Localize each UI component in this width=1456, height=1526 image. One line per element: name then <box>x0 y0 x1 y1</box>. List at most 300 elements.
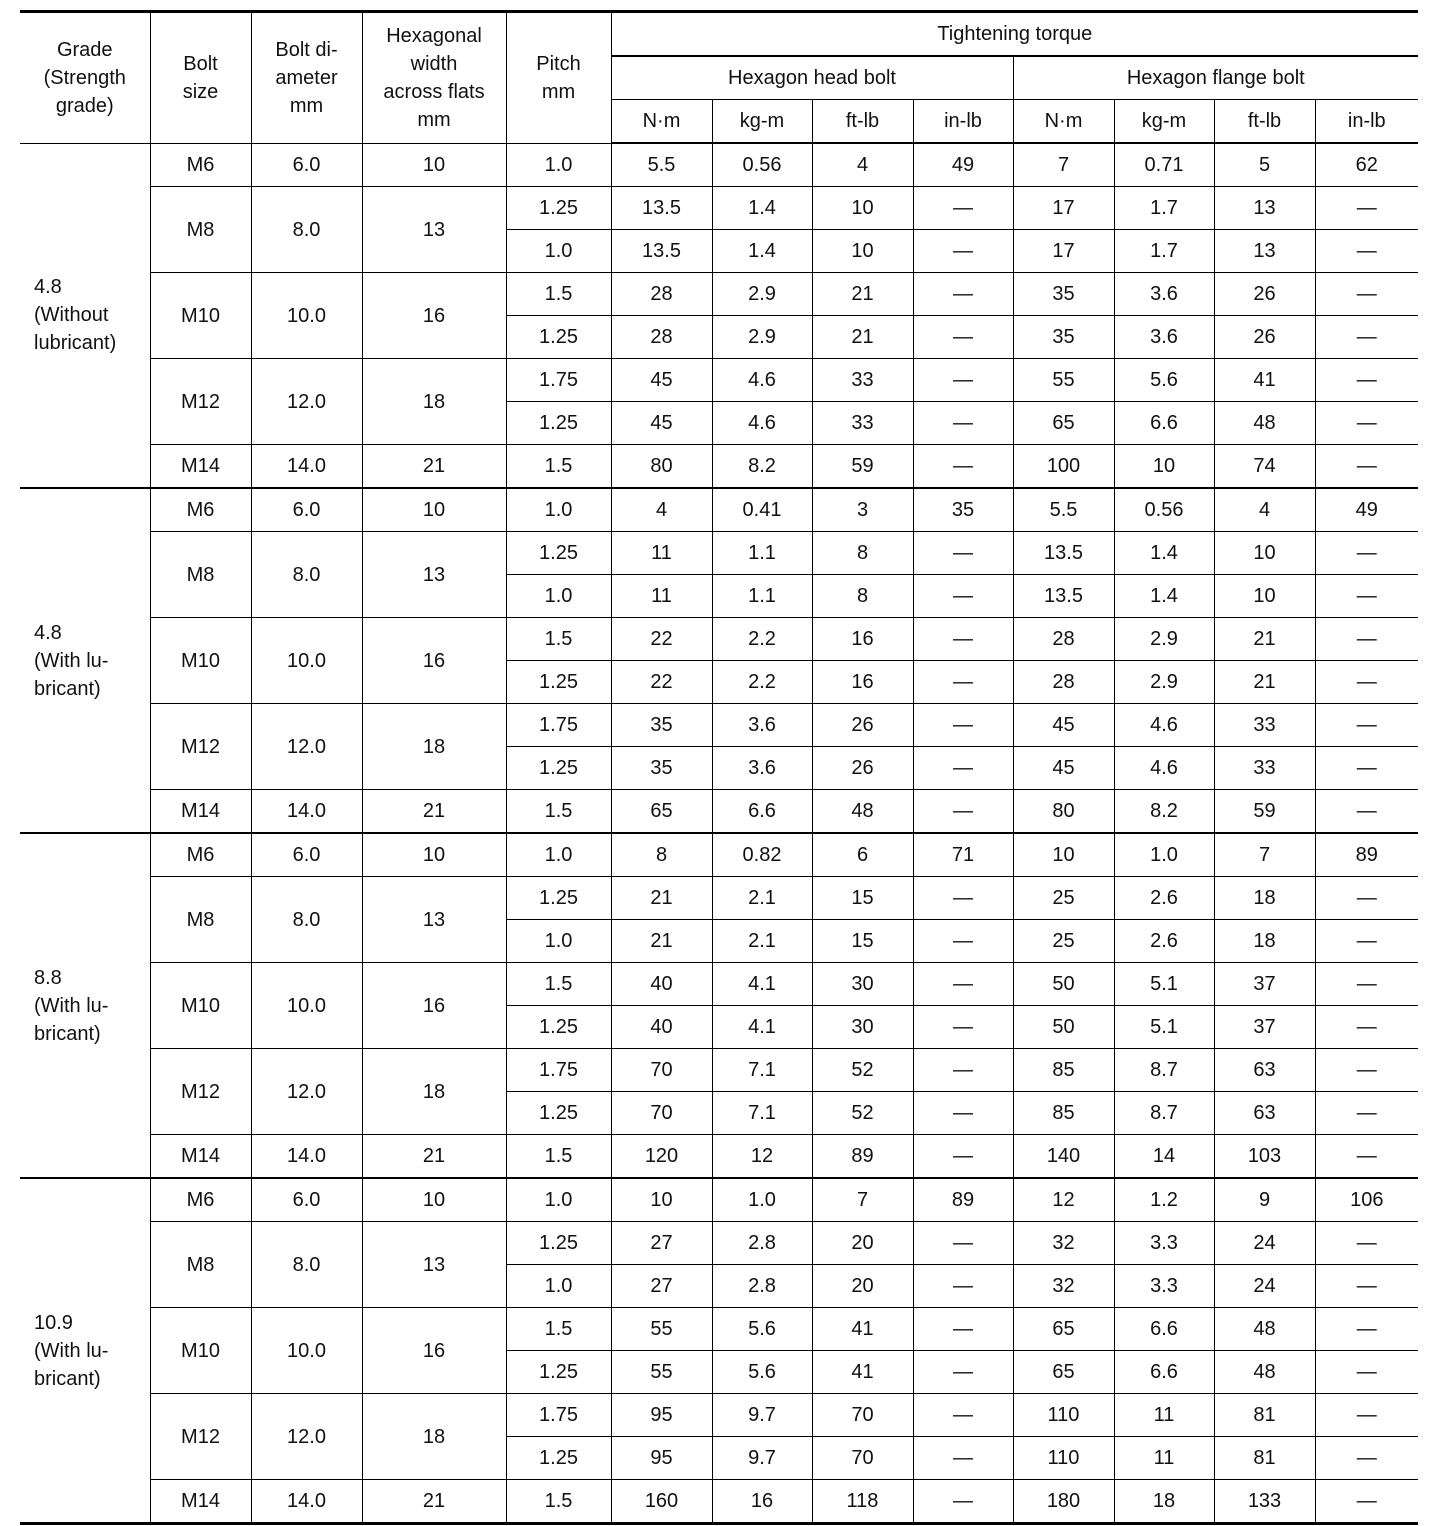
table-row <box>20 877 1418 920</box>
head-torque-cell: 1.4 <box>712 187 812 230</box>
flange-torque-cell: — <box>1315 963 1418 1006</box>
flange-torque-cell: 33 <box>1214 747 1315 790</box>
head-torque-cell: 40 <box>611 1006 712 1049</box>
head-torque-cell: 120 <box>611 1135 712 1179</box>
hex-width-cell: 21 <box>362 1135 506 1179</box>
header-unit-flange-3: in-lb <box>1315 100 1418 144</box>
flange-torque-cell: 133 <box>1214 1480 1315 1524</box>
head-torque-cell: 45 <box>611 359 712 402</box>
head-torque-cell: — <box>913 618 1013 661</box>
head-torque-cell: — <box>913 704 1013 747</box>
head-torque-cell: 2.2 <box>712 661 812 704</box>
bolt-size-cell: M14 <box>150 445 251 489</box>
flange-torque-cell: 45 <box>1013 747 1114 790</box>
bolt-diameter-cell: 8.0 <box>251 877 362 963</box>
flange-torque-cell: — <box>1315 618 1418 661</box>
flange-torque-cell: 3.6 <box>1114 316 1214 359</box>
pitch-cell: 1.25 <box>506 877 611 920</box>
flange-torque-cell: 59 <box>1214 790 1315 834</box>
pitch-cell: 1.25 <box>506 747 611 790</box>
head-torque-cell: 8 <box>611 833 712 877</box>
flange-torque-cell: — <box>1315 1437 1418 1480</box>
bolt-size-cell: M6 <box>150 488 251 532</box>
flange-torque-cell: — <box>1315 747 1418 790</box>
head-torque-cell: 48 <box>812 790 913 834</box>
pitch-cell: 1.25 <box>506 316 611 359</box>
grade-group <box>20 1178 1418 1524</box>
table-row <box>20 143 1418 187</box>
hex-width-cell: 18 <box>362 704 506 790</box>
bolt-diameter-cell: 12.0 <box>251 359 362 445</box>
head-torque-cell: 15 <box>812 920 913 963</box>
head-torque-cell: 22 <box>611 661 712 704</box>
hex-width-cell: 18 <box>362 1394 506 1480</box>
bolt-size-cell: M8 <box>150 187 251 273</box>
flange-torque-cell: 7 <box>1013 143 1114 187</box>
bolt-size-cell: M8 <box>150 1222 251 1308</box>
flange-torque-cell: 49 <box>1315 488 1418 532</box>
flange-torque-cell: 5.1 <box>1114 1006 1214 1049</box>
bolt-size-cell: M14 <box>150 1480 251 1524</box>
flange-torque-cell: 18 <box>1214 920 1315 963</box>
pitch-cell: 1.5 <box>506 1480 611 1524</box>
head-torque-cell: 33 <box>812 402 913 445</box>
head-torque-cell: 26 <box>812 704 913 747</box>
flange-torque-cell: — <box>1315 273 1418 316</box>
header-tightening-torque: Tightening torque <box>611 12 1418 57</box>
bolt-diameter-cell: 8.0 <box>251 187 362 273</box>
head-torque-cell: 20 <box>812 1222 913 1265</box>
head-torque-cell: 28 <box>611 273 712 316</box>
flange-torque-cell: 85 <box>1013 1049 1114 1092</box>
head-torque-cell: 80 <box>611 445 712 489</box>
head-torque-cell: 30 <box>812 963 913 1006</box>
flange-torque-cell: 28 <box>1013 661 1114 704</box>
head-torque-cell: — <box>913 187 1013 230</box>
flange-torque-cell: 41 <box>1214 359 1315 402</box>
bolt-diameter-cell: 14.0 <box>251 445 362 489</box>
pitch-cell: 1.25 <box>506 1437 611 1480</box>
head-torque-cell: 21 <box>611 920 712 963</box>
pitch-cell: 1.5 <box>506 618 611 661</box>
head-torque-cell: 15 <box>812 877 913 920</box>
head-torque-cell: 0.56 <box>712 143 812 187</box>
flange-torque-cell: 7 <box>1214 833 1315 877</box>
flange-torque-cell: — <box>1315 1308 1418 1351</box>
flange-torque-cell: 85 <box>1013 1092 1114 1135</box>
header-unit-head-3: in-lb <box>913 100 1013 144</box>
hex-width-cell: 13 <box>362 187 506 273</box>
flange-torque-cell: 21 <box>1214 618 1315 661</box>
head-torque-cell: 70 <box>812 1437 913 1480</box>
flange-torque-cell: 11 <box>1114 1437 1214 1480</box>
pitch-cell: 1.25 <box>506 187 611 230</box>
flange-torque-cell: 4.6 <box>1114 704 1214 747</box>
flange-torque-cell: 8.2 <box>1114 790 1214 834</box>
head-torque-cell: 2.8 <box>712 1222 812 1265</box>
head-torque-cell: 40 <box>611 963 712 1006</box>
grade-cell: 8.8 (With lu- bricant) <box>20 833 150 1178</box>
grade-group <box>20 143 1418 488</box>
flange-torque-cell: 6.6 <box>1114 402 1214 445</box>
flange-torque-cell: 3.3 <box>1114 1265 1214 1308</box>
grade-cell: 4.8 (With lu- bricant) <box>20 488 150 833</box>
head-torque-cell: 6 <box>812 833 913 877</box>
head-torque-cell: 26 <box>812 747 913 790</box>
bolt-size-cell: M12 <box>150 1394 251 1480</box>
head-torque-cell: — <box>913 575 1013 618</box>
table-row <box>20 833 1418 877</box>
head-torque-cell: 95 <box>611 1394 712 1437</box>
head-torque-cell: 7 <box>812 1178 913 1222</box>
flange-torque-cell: 13.5 <box>1013 575 1114 618</box>
flange-torque-cell: 26 <box>1214 273 1315 316</box>
pitch-cell: 1.5 <box>506 963 611 1006</box>
table-row <box>20 1394 1418 1437</box>
head-torque-cell: 41 <box>812 1308 913 1351</box>
flange-torque-cell: 17 <box>1013 187 1114 230</box>
head-torque-cell: — <box>913 1351 1013 1394</box>
head-torque-cell: 7.1 <box>712 1092 812 1135</box>
flange-torque-cell: 65 <box>1013 1351 1114 1394</box>
torque-table <box>20 10 1418 1525</box>
head-torque-cell: 95 <box>611 1437 712 1480</box>
head-torque-cell: — <box>913 920 1013 963</box>
bolt-size-cell: M10 <box>150 963 251 1049</box>
table-row <box>20 187 1418 230</box>
head-torque-cell: 20 <box>812 1265 913 1308</box>
head-torque-cell: 3.6 <box>712 704 812 747</box>
pitch-cell: 1.0 <box>506 1265 611 1308</box>
hex-width-cell: 10 <box>362 143 506 187</box>
bolt-size-cell: M10 <box>150 273 251 359</box>
flange-torque-cell: 0.56 <box>1114 488 1214 532</box>
head-torque-cell: 2.8 <box>712 1265 812 1308</box>
flange-torque-cell: 62 <box>1315 143 1418 187</box>
flange-torque-cell: 1.7 <box>1114 187 1214 230</box>
header-unit-head-0: N·m <box>611 100 712 144</box>
head-torque-cell: 45 <box>611 402 712 445</box>
head-torque-cell: 2.2 <box>712 618 812 661</box>
head-torque-cell: 1.4 <box>712 230 812 273</box>
header-hex-flange-bolt: Hexagon flange bolt <box>1013 56 1418 100</box>
head-torque-cell: — <box>913 359 1013 402</box>
head-torque-cell: 3 <box>812 488 913 532</box>
pitch-cell: 1.75 <box>506 704 611 747</box>
bolt-diameter-cell: 14.0 <box>251 790 362 834</box>
bolt-diameter-cell: 14.0 <box>251 1135 362 1179</box>
pitch-cell: 1.0 <box>506 833 611 877</box>
flange-torque-cell: 110 <box>1013 1437 1114 1480</box>
bolt-size-cell: M6 <box>150 833 251 877</box>
head-torque-cell: 13.5 <box>611 230 712 273</box>
flange-torque-cell: 103 <box>1214 1135 1315 1179</box>
head-torque-cell: 70 <box>611 1049 712 1092</box>
flange-torque-cell: 81 <box>1214 1394 1315 1437</box>
bolt-size-cell: M14 <box>150 1135 251 1179</box>
bolt-size-cell: M6 <box>150 1178 251 1222</box>
pitch-cell: 1.25 <box>506 402 611 445</box>
head-torque-cell: 2.9 <box>712 316 812 359</box>
head-torque-cell: 70 <box>812 1394 913 1437</box>
head-torque-cell: 3.6 <box>712 747 812 790</box>
grade-group <box>20 833 1418 1178</box>
flange-torque-cell: 3.3 <box>1114 1222 1214 1265</box>
flange-torque-cell: 10 <box>1214 532 1315 575</box>
table-row <box>20 488 1418 532</box>
flange-torque-cell: 13.5 <box>1013 532 1114 575</box>
head-torque-cell: — <box>913 1265 1013 1308</box>
pitch-cell: 1.75 <box>506 1394 611 1437</box>
flange-torque-cell: 28 <box>1013 618 1114 661</box>
table-row <box>20 1480 1418 1524</box>
head-torque-cell: — <box>913 1308 1013 1351</box>
head-torque-cell: 8.2 <box>712 445 812 489</box>
hex-width-cell: 21 <box>362 1480 506 1524</box>
hex-width-cell: 21 <box>362 790 506 834</box>
head-torque-cell: 4.1 <box>712 963 812 1006</box>
flange-torque-cell: 13 <box>1214 187 1315 230</box>
flange-torque-cell: 1.4 <box>1114 575 1214 618</box>
flange-torque-cell: 21 <box>1214 661 1315 704</box>
grade-cell: 4.8 (Without lubricant) <box>20 143 150 488</box>
head-torque-cell: — <box>913 1135 1013 1179</box>
head-torque-cell: 89 <box>812 1135 913 1179</box>
header-unit-flange-1: kg-m <box>1114 100 1214 144</box>
head-torque-cell: — <box>913 1222 1013 1265</box>
hex-width-cell: 16 <box>362 273 506 359</box>
bolt-diameter-cell: 14.0 <box>251 1480 362 1524</box>
hex-width-cell: 16 <box>362 1308 506 1394</box>
flange-torque-cell: 100 <box>1013 445 1114 489</box>
flange-torque-cell: 17 <box>1013 230 1114 273</box>
head-torque-cell: 4.6 <box>712 359 812 402</box>
pitch-cell: 1.75 <box>506 359 611 402</box>
head-torque-cell: 4.6 <box>712 402 812 445</box>
head-torque-cell: — <box>913 1394 1013 1437</box>
flange-torque-cell: 5.6 <box>1114 359 1214 402</box>
flange-torque-cell: 50 <box>1013 1006 1114 1049</box>
head-torque-cell: 21 <box>812 273 913 316</box>
pitch-cell: 1.5 <box>506 790 611 834</box>
flange-torque-cell: — <box>1315 1265 1418 1308</box>
header-bolt-size: Bolt size <box>150 12 251 144</box>
pitch-cell: 1.0 <box>506 920 611 963</box>
flange-torque-cell: 14 <box>1114 1135 1214 1179</box>
bolt-size-cell: M12 <box>150 704 251 790</box>
table-row <box>20 704 1418 747</box>
bolt-diameter-cell: 6.0 <box>251 1178 362 1222</box>
pitch-cell: 1.0 <box>506 488 611 532</box>
flange-torque-cell: 2.6 <box>1114 920 1214 963</box>
flange-torque-cell: 2.9 <box>1114 618 1214 661</box>
flange-torque-cell: 1.2 <box>1114 1178 1214 1222</box>
head-torque-cell: 7.1 <box>712 1049 812 1092</box>
flange-torque-cell: 5.5 <box>1013 488 1114 532</box>
hex-width-cell: 16 <box>362 618 506 704</box>
flange-torque-cell: 1.0 <box>1114 833 1214 877</box>
flange-torque-cell: 45 <box>1013 704 1114 747</box>
flange-torque-cell: 50 <box>1013 963 1114 1006</box>
head-torque-cell: 22 <box>611 618 712 661</box>
head-torque-cell: 1.1 <box>712 532 812 575</box>
bolt-diameter-cell: 12.0 <box>251 1394 362 1480</box>
head-torque-cell: 16 <box>712 1480 812 1524</box>
flange-torque-cell: 63 <box>1214 1049 1315 1092</box>
flange-torque-cell: 140 <box>1013 1135 1114 1179</box>
flange-torque-cell: 18 <box>1114 1480 1214 1524</box>
head-torque-cell: 21 <box>812 316 913 359</box>
head-torque-cell: 27 <box>611 1222 712 1265</box>
flange-torque-cell: 6.6 <box>1114 1351 1214 1394</box>
head-torque-cell: 41 <box>812 1351 913 1394</box>
flange-torque-cell: — <box>1315 1092 1418 1135</box>
flange-torque-cell: 48 <box>1214 402 1315 445</box>
flange-torque-cell: — <box>1315 1222 1418 1265</box>
flange-torque-cell: 37 <box>1214 1006 1315 1049</box>
head-torque-cell: 118 <box>812 1480 913 1524</box>
head-torque-cell: 13.5 <box>611 187 712 230</box>
flange-torque-cell: 180 <box>1013 1480 1114 1524</box>
head-torque-cell: 9.7 <box>712 1437 812 1480</box>
table-row <box>20 1308 1418 1351</box>
head-torque-cell: 52 <box>812 1049 913 1092</box>
pitch-cell: 1.25 <box>506 532 611 575</box>
flange-torque-cell: 24 <box>1214 1222 1315 1265</box>
flange-torque-cell: — <box>1315 1049 1418 1092</box>
bolt-size-cell: M6 <box>150 143 251 187</box>
pitch-cell: 1.5 <box>506 1308 611 1351</box>
flange-torque-cell: 63 <box>1214 1092 1315 1135</box>
header-bolt-diameter: Bolt di- ameter mm <box>251 12 362 144</box>
bolt-diameter-cell: 10.0 <box>251 963 362 1049</box>
head-torque-cell: 27 <box>611 1265 712 1308</box>
flange-torque-cell: — <box>1315 316 1418 359</box>
flange-torque-cell: — <box>1315 230 1418 273</box>
flange-torque-cell: 2.9 <box>1114 661 1214 704</box>
head-torque-cell: 16 <box>812 618 913 661</box>
head-torque-cell: — <box>913 273 1013 316</box>
header-unit-flange-0: N·m <box>1013 100 1114 144</box>
flange-torque-cell: — <box>1315 790 1418 834</box>
flange-torque-cell: — <box>1315 187 1418 230</box>
flange-torque-cell: 89 <box>1315 833 1418 877</box>
flange-torque-cell: 5.1 <box>1114 963 1214 1006</box>
hex-width-cell: 16 <box>362 963 506 1049</box>
flange-torque-cell: 9 <box>1214 1178 1315 1222</box>
bolt-size-cell: M12 <box>150 359 251 445</box>
head-torque-cell: 2.1 <box>712 920 812 963</box>
pitch-cell: 1.0 <box>506 575 611 618</box>
table-row <box>20 532 1418 575</box>
head-torque-cell: — <box>913 963 1013 1006</box>
head-torque-cell: 70 <box>611 1092 712 1135</box>
pitch-cell: 1.0 <box>506 230 611 273</box>
grade-cell: 10.9 (With lu- bricant) <box>20 1178 150 1524</box>
flange-torque-cell: — <box>1315 661 1418 704</box>
table-row <box>20 273 1418 316</box>
head-torque-cell: 1.1 <box>712 575 812 618</box>
head-torque-cell: — <box>913 230 1013 273</box>
head-torque-cell: — <box>913 1092 1013 1135</box>
head-torque-cell: 2.9 <box>712 273 812 316</box>
head-torque-cell: 28 <box>611 316 712 359</box>
head-torque-cell: 49 <box>913 143 1013 187</box>
bolt-diameter-cell: 8.0 <box>251 532 362 618</box>
bolt-diameter-cell: 6.0 <box>251 488 362 532</box>
bolt-diameter-cell: 6.0 <box>251 143 362 187</box>
head-torque-cell: 10 <box>812 187 913 230</box>
hex-width-cell: 10 <box>362 833 506 877</box>
flange-torque-cell: 55 <box>1013 359 1114 402</box>
table-row <box>20 790 1418 834</box>
head-torque-cell: 71 <box>913 833 1013 877</box>
flange-torque-cell: 4.6 <box>1114 747 1214 790</box>
table-row <box>20 445 1418 489</box>
head-torque-cell: 12 <box>712 1135 812 1179</box>
header-hex-width: Hexagonal width across flats mm <box>362 12 506 144</box>
flange-torque-cell: 18 <box>1214 877 1315 920</box>
flange-torque-cell: — <box>1315 445 1418 489</box>
head-torque-cell: — <box>913 790 1013 834</box>
pitch-cell: 1.25 <box>506 1006 611 1049</box>
bolt-diameter-cell: 12.0 <box>251 1049 362 1135</box>
pitch-cell: 1.5 <box>506 445 611 489</box>
flange-torque-cell: 8.7 <box>1114 1049 1214 1092</box>
flange-torque-cell: 2.6 <box>1114 877 1214 920</box>
flange-torque-cell: 48 <box>1214 1351 1315 1394</box>
hex-width-cell: 13 <box>362 532 506 618</box>
bolt-diameter-cell: 8.0 <box>251 1222 362 1308</box>
pitch-cell: 1.5 <box>506 273 611 316</box>
head-torque-cell: 35 <box>611 747 712 790</box>
flange-torque-cell: 74 <box>1214 445 1315 489</box>
flange-torque-cell: 1.7 <box>1114 230 1214 273</box>
table-row <box>20 1222 1418 1265</box>
head-torque-cell: 8 <box>812 532 913 575</box>
flange-torque-cell: 13 <box>1214 230 1315 273</box>
bolt-diameter-cell: 6.0 <box>251 833 362 877</box>
bolt-diameter-cell: 10.0 <box>251 1308 362 1394</box>
pitch-cell: 1.0 <box>506 1178 611 1222</box>
head-torque-cell: 5.6 <box>712 1308 812 1351</box>
head-torque-cell: — <box>913 877 1013 920</box>
flange-torque-cell: 33 <box>1214 704 1315 747</box>
flange-torque-cell: 48 <box>1214 1308 1315 1351</box>
header-unit-flange-2: ft-lb <box>1214 100 1315 144</box>
header-grade: Grade (Strength grade) <box>20 12 150 144</box>
head-torque-cell: 55 <box>611 1308 712 1351</box>
head-torque-cell: 35 <box>913 488 1013 532</box>
head-torque-cell: — <box>913 532 1013 575</box>
head-torque-cell: 4 <box>812 143 913 187</box>
flange-torque-cell: 65 <box>1013 402 1114 445</box>
flange-torque-cell: — <box>1315 532 1418 575</box>
bolt-size-cell: M8 <box>150 532 251 618</box>
hex-width-cell: 18 <box>362 359 506 445</box>
flange-torque-cell: — <box>1315 1006 1418 1049</box>
head-torque-cell: — <box>913 1480 1013 1524</box>
pitch-cell: 1.25 <box>506 661 611 704</box>
flange-torque-cell: — <box>1315 920 1418 963</box>
table-row <box>20 1178 1418 1222</box>
hex-width-cell: 13 <box>362 1222 506 1308</box>
table-row <box>20 1135 1418 1179</box>
flange-torque-cell: 10 <box>1114 445 1214 489</box>
flange-torque-cell: — <box>1315 1480 1418 1524</box>
flange-torque-cell: — <box>1315 704 1418 747</box>
pitch-cell: 1.75 <box>506 1049 611 1092</box>
